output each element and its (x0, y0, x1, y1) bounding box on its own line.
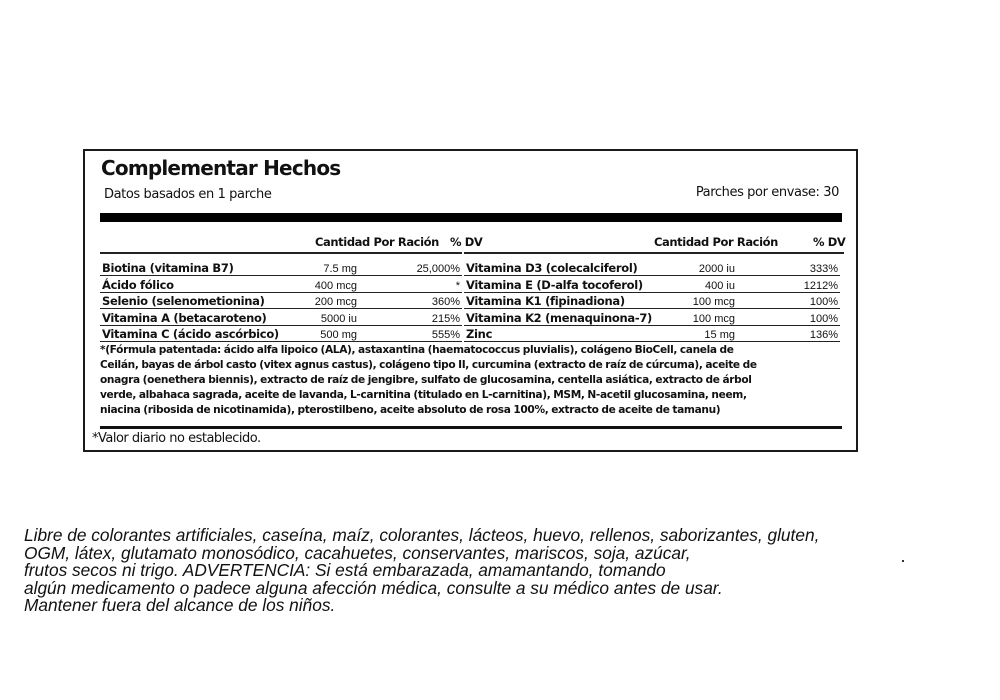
disclaimer-line: frutos secos ni trigo. ADVERTENCIA: Si está embarazada, amamantando, tomando (24, 560, 666, 581)
disclaimer-line: Libre de colorantes artificiales, caseína, maíz, colorantes, lácteos, huevo, rellenos, saborizantes, gluten, (24, 525, 820, 545)
nutrient-dv: 1212% (803, 279, 838, 292)
left-header-divider (100, 252, 462, 254)
nutrient-dv: 215% (431, 312, 460, 325)
right-dv-header: % DV (813, 235, 846, 249)
nutrient-name: Vitamina D3 (colecalciferol) (466, 261, 638, 276)
nutrient-dv: 360% (431, 296, 460, 309)
nutrient-name: Vitamina A (betacaroteno) (102, 310, 267, 325)
nutrient-dv: 25,000% (416, 263, 460, 276)
thick-divider (100, 213, 842, 222)
nutrient-dv: * (455, 279, 460, 292)
table-row (100, 309, 462, 325)
formula-line: Ceilán, bayas de árbol casto (vitex agnus castus), colágeno tipo II, curcumina (extracto de raíz de cúrcuma), aceite de (100, 359, 757, 371)
nutrient-name: Vitamina K1 (fipinadiona) (466, 294, 625, 309)
nutrient-name: Vitamina K2 (menaquinona-7) (466, 310, 653, 325)
nutrient-amount: 7.5 mg (323, 263, 357, 276)
nutrient-dv: 333% (809, 263, 838, 276)
nutrient-amount: 15 mg (704, 328, 735, 341)
table-row (100, 260, 462, 276)
table-row (464, 260, 840, 276)
nutrient-amount: 400 iu (705, 279, 735, 292)
formula-line: onagra (oenethera biennis), extracto de raíz de jengibre, sulfato de glucosamina, centella asiática, extracto de árbol (100, 374, 752, 386)
table-row (100, 326, 462, 342)
disclaimer-line: algún medicamento o padece alguna afección médica, consulte a su médico antes de usar. (24, 577, 723, 598)
nutrient-amount: 500 mg (320, 328, 357, 341)
nutrient-name: Vitamina C (ácido ascórbico) (102, 326, 279, 341)
nutrient-dv: 136% (809, 328, 838, 341)
formula-line: *(Fórmula patentada: ácido alfa lipoico (ALA), astaxantina (haematococcus pluvialis), colágeno BioCell, canela de (100, 344, 734, 356)
table-row (464, 276, 840, 292)
daily-value-footnote: *Valor diario no establecido. (92, 431, 261, 446)
left-dv-header: % DV (450, 235, 483, 249)
nutrient-dv: 100% (809, 312, 838, 325)
nutrient-amount: 2000 iu (698, 263, 735, 276)
footer-divider (100, 426, 842, 429)
table-row (464, 309, 840, 325)
nutrient-dv: 555% (431, 328, 460, 341)
right-nutrient-table (464, 260, 840, 342)
nutrient-name: Zinc (466, 326, 493, 341)
nutrient-name: Ácido fólico (102, 277, 174, 292)
serving-size: Datos basados en 1 parche (104, 187, 272, 202)
table-row (100, 276, 462, 292)
nutrient-amount: 100 mcg (692, 296, 735, 309)
table-row (464, 326, 840, 342)
disclaimer-line: Mantener fuera del alcance de los niños. (24, 595, 336, 616)
disclaimer-line: OGM, látex, glutamato monosódico, cacahuetes, conservantes, mariscos, soja, azúcar, (24, 542, 691, 563)
right-header-divider (464, 252, 844, 254)
nutrient-amount: 5000 iu (320, 312, 357, 325)
nutrient-amount: 200 mcg (314, 296, 357, 309)
left-nutrient-table (100, 260, 462, 342)
servings-per-container: Parches por envase: 30 (695, 185, 839, 200)
formula-line: verde, albahaca sagrada, aceite de lavanda, L-carnitina (titulado en L-carnitina), MSM, N-acetil glucosamina, neem, (100, 389, 747, 401)
supplement-facts-panel (83, 149, 858, 452)
formula-line: niacina (ribosida de nicotinamida), pterostilbeno, aceite absoluto de rosa 100%, extracto de aceite de tamanu) (100, 404, 721, 416)
nutrient-dv: 100% (809, 296, 838, 309)
right-amount-header: Cantidad Por Ración (654, 235, 778, 249)
nutrient-amount: 400 mcg (314, 279, 357, 292)
left-amount-header: Cantidad Por Ración (315, 235, 439, 249)
nutrient-name: Vitamina E (D-alfa tocoferol) (466, 277, 643, 292)
allergen-warning-text (24, 527, 954, 615)
nutrient-name: Selenio (selenometionina) (102, 294, 265, 309)
nutrient-amount: 100 mcg (692, 312, 735, 325)
nutrient-name: Biotina (vitamina B7) (102, 261, 234, 276)
proprietary-formula (100, 343, 842, 418)
panel-title: Complementar Hechos (101, 156, 341, 180)
table-row (464, 293, 840, 309)
table-row (100, 293, 462, 309)
stray-dot (902, 560, 904, 562)
